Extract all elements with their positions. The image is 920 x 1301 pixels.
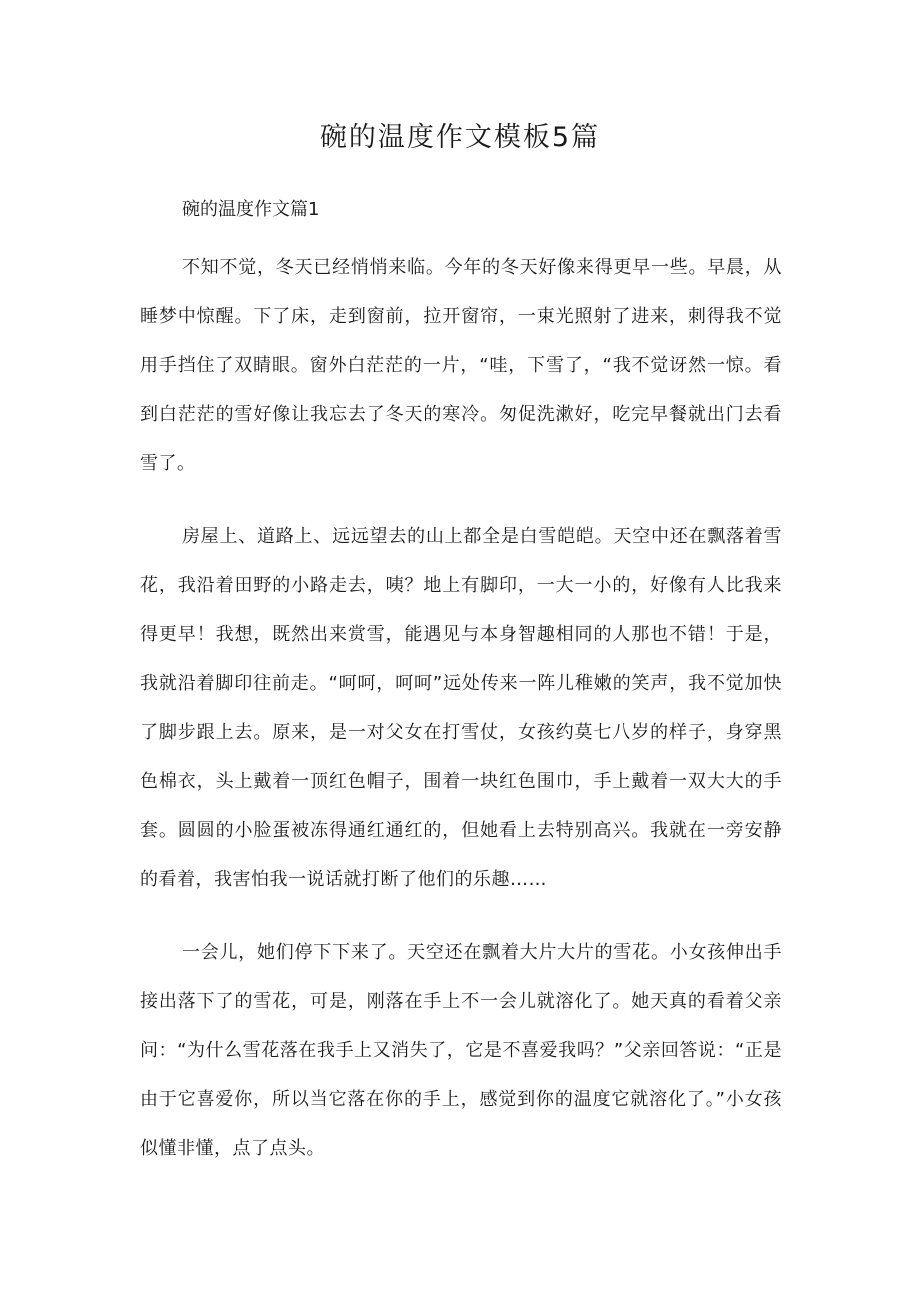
paragraph-1: 不知不觉，冬天已经悄悄来临。今年的冬天好像来得更早一些。早晨，从睡梦中惊醒。下了床，走到窗前，拉开窗帘，一束光照射了进来，刺得我不觉用手挡住了双睛眼。窗外白茫茫的一片，“哇，下雪了，“我不觉讶然一惊。看到白茫茫的雪好像让我忘去了冬天的寒冷。匆促洗漱好，吃完早餐就出门去看雪了。	[140, 257, 782, 474]
section-heading: 碗的温度作文篇1	[182, 199, 320, 220]
paragraph-3: 一会儿，她们停下下来了。天空还在飘着大片大片的雪花。小女孩伸出手接出落下了的雪花，可是，刚落在手上不一会儿就溶化了。她天真的看着父亲问：“为什么雪花落在我手上又消失了，它是不喜爱我吗？”父亲回答说：“正是由于它喜爱你，所以当它落在你的手上，感觉到你的温度它就溶化了。”小女孩似懂非懂，点了点头。	[140, 942, 782, 1159]
document-body	[140, 243, 782, 1197]
paragraph-2: 房屋上、道路上、远远望去的山上都全是白雪皑皑。天空中还在飘落着雪花，我沿着田野的小路走去，咦？地上有脚印，一大一小的，好像有人比我来得更早！我想，既然出来赏雪，能遇见与本身智趣相同的人那也不错！于是，我就沿着脚印往前走。“呵呵，呵呵”远处传来一阵儿稚嫩的笑声，我不觉加快了脚步跟上去。原来，是一对父女在打雪仗，女孩约莫七八岁的样子，身穿黑色棉衣，头上戴着一顶红色帽子，围着一块红色围巾，手上戴着一双大大的手套。圆圆的小脸蛋被冻得通红通红的，但她看上去特别高兴。我就在一旁安静的看着，我害怕我一说话就打断了他们的乐趣……	[140, 526, 782, 890]
document-title: 碗的温度作文模板5篇	[319, 122, 601, 153]
